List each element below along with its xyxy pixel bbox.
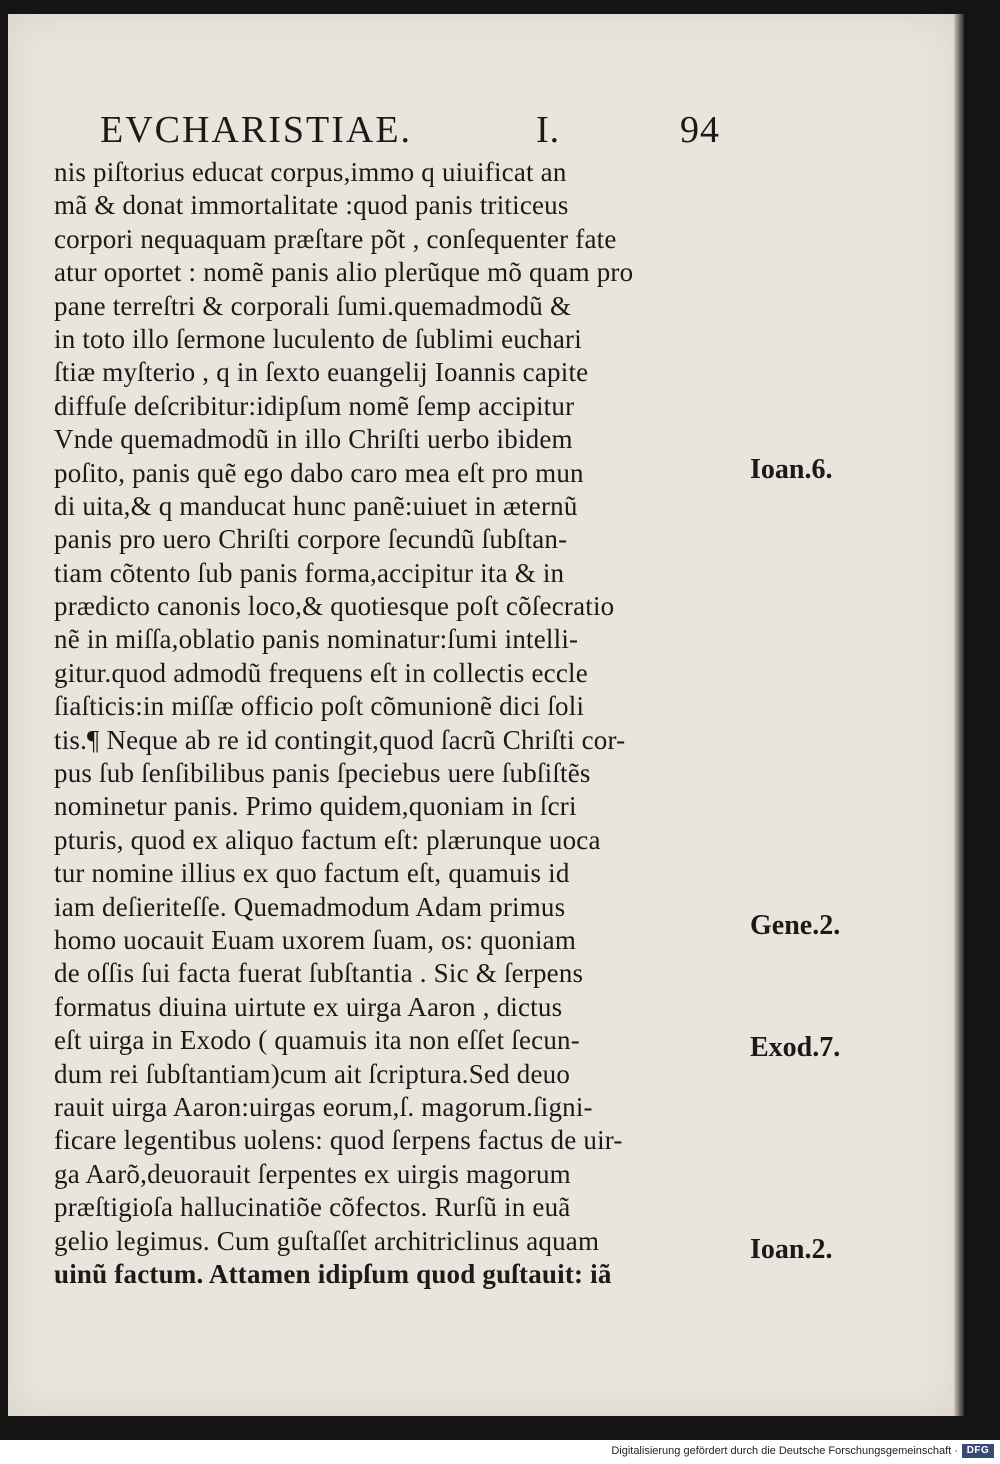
text-line: eſt uirga in Exodo ( quamuis ita non eſſet ſecun- <box>54 1025 580 1056</box>
margin-note-ioan-6: Ioan.6. <box>750 454 833 485</box>
text-line: atur oportet : nomẽ panis alio plerũque mõ quam pro <box>54 257 634 288</box>
digitization-credit: Digitalisierung gefördert durch die Deutsche Forschungsgemeinschaft · <box>611 1445 958 1457</box>
text-line: diffuſe deſcribitur:idipſum nomẽ ſemp accipitur <box>54 390 575 421</box>
page-edge <box>954 14 964 1416</box>
text-line: poſito, panis quẽ ego dabo caro mea eſt pro mun <box>54 457 584 488</box>
text-line: di uita,& q manducat hunc panẽ:uiuet in æternũ <box>54 490 578 521</box>
text-line: tur nomine illius ex quo factum eſt, quamuis id <box>54 858 570 889</box>
text-line: ſtiæ myſterio , q in ſexto euangelij Ioannis capite <box>54 357 589 388</box>
text-line: ga Aarõ,deuorauit ſerpentes ex uirgis magorum <box>54 1158 571 1189</box>
text-line: mã & donat immortalitate :quod panis triticeus <box>54 190 569 221</box>
text-line: præſtigioſa hallucinatiõe cõfectos. Rurſũ in euã <box>54 1192 571 1223</box>
margin-note-gene-2: Gene.2. <box>750 910 841 941</box>
body-text <box>54 156 744 1291</box>
dfg-logo: DFG <box>962 1444 994 1458</box>
running-title: EVCHARISTIAE. <box>100 109 413 151</box>
text-line: prædicto canonis loco,& quotiesque poſt cõſecratio <box>54 591 615 622</box>
text-line: pus ſub ſenſibilibus panis ſpeciebus uere ſubſiſtẽs <box>54 758 591 789</box>
text-line: ſiaſticis:in miſſæ officio poſt cõmunionẽ dici ſoli <box>54 691 585 722</box>
text-line: nominetur panis. Primo quidem,quoniam in ſcri <box>54 791 577 822</box>
text-line: pturis, quod ex aliquo factum eſt: plærunque uoca <box>54 824 601 855</box>
text-line: de oſſis ſui facta fuerat ſubſtantia . Sic & ſerpens <box>54 958 584 989</box>
text-line: panis pro uero Chriſti corpore ſecundũ ſubſtan- <box>54 524 568 555</box>
text-line: Vnde quemadmodũ in illo Chriſti uerbo ibidem <box>54 424 573 455</box>
text-line: ficare legentibus uolens: quod ſerpens factus de uir- <box>54 1125 623 1156</box>
text-line: dum rei ſubſtantiam)cum ait ſcriptura.Sed deuo <box>54 1058 571 1089</box>
running-head <box>100 108 740 154</box>
text-line: formatus diuina uirtute ex uirga Aaron , dictus <box>54 991 563 1022</box>
text-line: in toto illo ſermone luculento de ſublimi euchari <box>54 323 582 354</box>
text-line: corpori nequaquam præſtare põt , conſequenter fate <box>54 223 617 254</box>
text-line: nis piſtorius educat corpus,immo q uiuificat an <box>54 157 567 187</box>
text-line: tiam cõtento ſub panis forma,accipitur ita & in <box>54 557 565 588</box>
folio-number: 94 <box>680 109 720 151</box>
section-number: I. <box>536 109 561 151</box>
text-line: nẽ in miſſa,oblatio panis nominatur:ſumi intelli- <box>54 624 579 655</box>
text-line: homo uocauit Euam uxorem ſuam, os: quoniam <box>54 924 577 955</box>
text-line: tis.¶ Neque ab re id contingit,quod ſacrũ Chriſti cor- <box>54 724 626 755</box>
text-line: gelio legimus. Cum guſtaſſet architriclinus aquam <box>54 1225 600 1256</box>
text-line: gitur.quod admodũ frequens eſt in collectis eccle <box>54 657 588 688</box>
text-line: iam deſieriteſſe. Quemadmodum Adam primus <box>54 891 566 922</box>
footer-bar <box>0 1440 1000 1464</box>
text-line: uinũ factum. Attamen idipſum quod guſtauit: iã <box>54 1258 612 1289</box>
text-line: rauit uirga Aaron:uirgas eorum,ſ. magorum.ſigni- <box>54 1091 593 1122</box>
text-line: pane terreſtri & corporali ſumi.quemadmodũ & <box>54 290 572 321</box>
margin-note-exod-7: Exod.7. <box>750 1032 841 1063</box>
margin-note-ioan-2: Ioan.2. <box>750 1234 833 1265</box>
